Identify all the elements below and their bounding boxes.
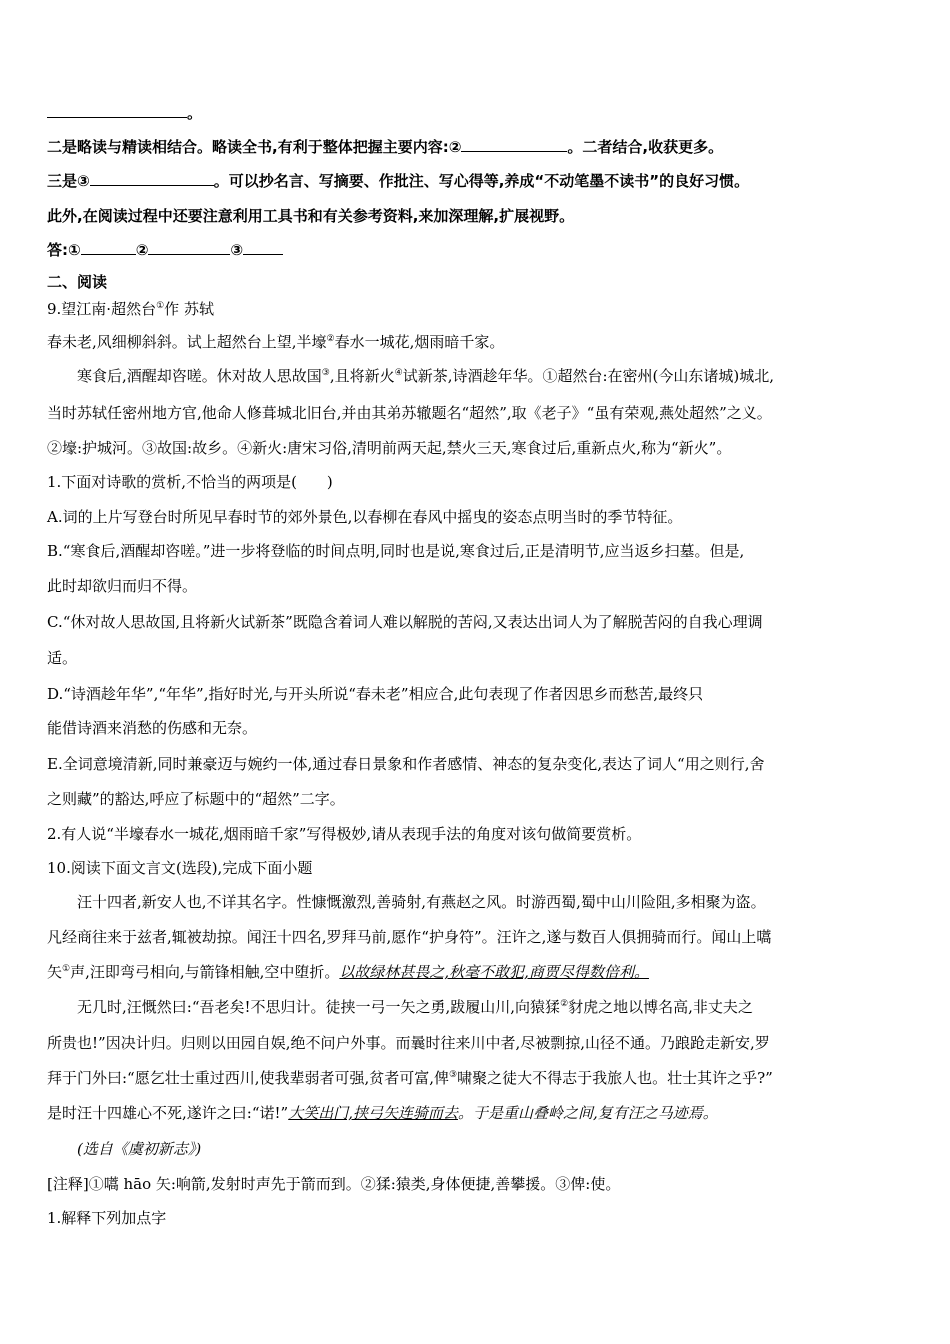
- paragraph-skim-read: 二是略读与精读相结合。略读全书,有利于整体把握主要内容:② 。二者结合,收获更多。: [47, 138, 724, 156]
- answer-blank-1[interactable]: [81, 240, 136, 255]
- paragraph-tools: 此外,在阅读过程中还要注意利用工具书和有关参考资料,来加深理解,扩展视野。: [47, 207, 575, 225]
- q10-title: 10.阅读下面文言文(选段),完成下面小题: [47, 859, 313, 877]
- option-b-line1[interactable]: B.“寒食后,酒醒却咨嗟。”进一步将登临的时间点明,同时也是说,寒食过后,正是清明节,应当返乡扫墓。但是,: [47, 542, 745, 560]
- passage-notes: [注释]①嚆 hāo 矢:响箭,发射时声先于箭而到。②猱:猿类,身体便捷,善攀援。③俾:使。: [47, 1175, 621, 1193]
- q9-title: 9.望江南·超然台①作 苏轼: [47, 300, 214, 318]
- paragraph-notes: 三是③ 。可以抄名言、写摘要、作批注、写心得等,养成“不动笔墨不读书”的良好习惯。: [47, 172, 750, 190]
- passage-p2-line2: 所贵也!”因决计归。归则以田园自娱,绝不问户外事。而曩时往来川中者,尽被剽掠,山径不通。乃踉跄走新安,罗: [47, 1034, 770, 1052]
- answer-blank-line: 。: [47, 103, 907, 123]
- option-a[interactable]: A.词的上片写登台时所见早春时节的郊外景色,以春柳在春风中摇曳的姿态点明当时的季节特征。: [47, 508, 683, 526]
- poem-note-3: ②壕:护城河。③故国:故乡。④新火:唐宋习俗,清明前两天起,禁火三天,寒食过后,重新点火,称为“新火”。: [47, 439, 732, 457]
- option-b-line2[interactable]: 此时却欲归而归不得。: [47, 577, 198, 595]
- passage-p1-line2: 凡经商往来于兹者,辄被劫掠。闻汪十四名,罗拜马前,愿作“护身符”。汪许之,遂与数百人俱拥骑而行。闻山上嚆: [47, 928, 772, 946]
- passage-source: (选自《虞初新志》): [77, 1140, 202, 1158]
- q10-sub1: 1.解释下列加点字: [47, 1209, 167, 1227]
- poem-note-2: 当时苏轼任密州地方官,他命人修葺城北旧台,并由其弟苏辙题名“超然”,取《老子》“虽有荣观,燕处超然”之义。: [47, 404, 772, 422]
- passage-p2-line4: 是时汪十四雄心不死,遂许之曰:“诺!”大笑出门,挟弓矢连骑而去。于是重山叠岭之间,复有汪之马迹焉。: [47, 1104, 718, 1122]
- passage-p2-line1: 无几时,汪慨然曰:“吾老矣!不思归计。徒挟一弓一矢之勇,跋履山川,向猿猱②豺虎之地以博名高,非丈夫之: [77, 998, 753, 1016]
- q9-sub1: 1.下面对诗歌的赏析,不恰当的两项是( ): [47, 473, 333, 491]
- answer-blank-3[interactable]: [243, 240, 283, 255]
- passage-p1-line3: 矢①声,汪即弯弓相向,与箭锋相触,空中堕折。以故绿林甚畏之,秋毫不敢犯,商贾尽得数倍利。: [47, 963, 649, 981]
- blank-3[interactable]: [90, 171, 214, 186]
- passage-p1-line1: 汪十四者,新安人也,不详其名字。性慷慨激烈,善骑射,有燕赵之风。时游西蜀,蜀中山川险阻,多相聚为盗。: [77, 893, 766, 911]
- option-d-line2[interactable]: 能借诗酒来消愁的伤感和无奈。: [47, 719, 258, 737]
- option-c-line2[interactable]: 适。: [47, 649, 78, 667]
- poem-part2: 寒食后,酒醒却咨嗟。休对故人思故国③,且将新火④试新茶,诗酒趁年华。①超然台:在密州(今山东诸城)城北,: [77, 367, 775, 385]
- option-c-line1[interactable]: C.“休对故人思故国,且将新火试新茶”既隐含着词人难以解脱的苦闷,又表达出词人为了解脱苦闷的自我心理调: [47, 613, 763, 631]
- answer-line: 答:① ② ③: [47, 240, 907, 260]
- poem-part1: 春未老,风细柳斜斜。试上超然台上望,半壕②春水一城花,烟雨暗千家。: [47, 333, 505, 351]
- q9-sub2: 2.有人说“半壕春水一城花,烟雨暗千家”写得极妙,请从表现手法的角度对该句做简要赏析。: [47, 825, 642, 843]
- underlined-sentence-2: 大笑出门,挟弓矢连骑而去: [288, 1104, 458, 1122]
- section-title: 二、阅读: [47, 273, 108, 291]
- answer-blank-2[interactable]: [148, 240, 230, 255]
- option-e-line1[interactable]: E.全词意境清新,同时兼豪迈与婉约一体,通过春日景象和作者感情、神态的复杂变化,表达了词人“用之则行,舍: [47, 755, 765, 773]
- blank-2[interactable]: [461, 137, 567, 152]
- passage-p2-line3: 拜于门外曰:“愿乞壮士重过西川,使我辈弱者可强,贫者可富,俾③啸聚之徒大不得志于我旅人也。壮士其许之乎?”: [47, 1069, 773, 1087]
- option-e-line2[interactable]: 之则藏”的豁达,呼应了标题中的“超然”二字。: [47, 790, 345, 808]
- underlined-sentence-1: 以故绿林甚畏之,秋毫不敢犯,商贾尽得数倍利。: [339, 963, 649, 981]
- option-d-line1[interactable]: D.“诗酒趁年华”,“年华”,指好时光,与开头所说“春未老”相应合,此句表现了作者因思乡而愁苦,最终只: [47, 685, 704, 703]
- blank-continued[interactable]: [47, 103, 187, 118]
